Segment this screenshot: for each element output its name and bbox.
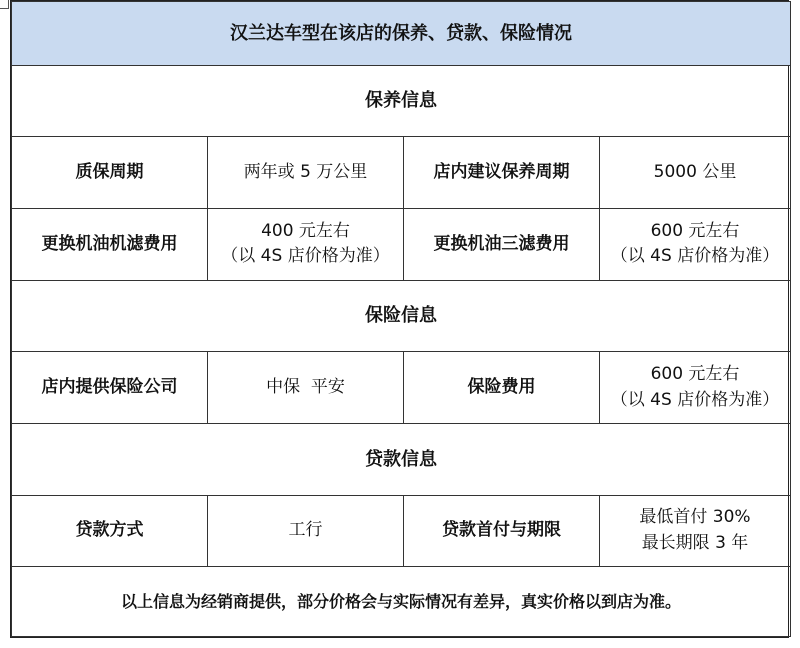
table-row bbox=[12, 208, 791, 280]
dealer-info-table bbox=[11, 1, 791, 637]
section-title-maintenance: 保养信息 bbox=[12, 65, 791, 137]
table-row bbox=[12, 137, 791, 209]
three-filter-value bbox=[600, 208, 791, 280]
section-row-loan bbox=[12, 423, 791, 495]
loan-down-payment: 最低首付 30% bbox=[639, 507, 751, 528]
section-title-loan: 贷款信息 bbox=[12, 423, 791, 495]
loan-max-term: 最长期限 3 年 bbox=[641, 532, 749, 553]
insurance-fee-label: 保险费用 bbox=[404, 352, 600, 424]
insurance-fee-note: （以 4S 店价格为准） bbox=[610, 389, 780, 410]
table-row bbox=[12, 352, 791, 424]
corner-marker bbox=[0, 0, 9, 9]
loan-terms-label: 贷款首付与期限 bbox=[404, 495, 600, 567]
section-title-insurance: 保险信息 bbox=[12, 280, 791, 352]
table-row bbox=[12, 495, 791, 567]
interval-label: 店内建议保养周期 bbox=[404, 137, 600, 209]
loan-method-label: 贷款方式 bbox=[12, 495, 208, 567]
insurance-fee-price: 600 元左右 bbox=[650, 364, 740, 385]
three-filter-note: （以 4S 店价格为准） bbox=[610, 246, 780, 267]
interval-value: 5000 公里 bbox=[600, 137, 791, 209]
loan-method-value: 工行 bbox=[208, 495, 404, 567]
table-title: 汉兰达车型在该店的保养、贷款、保险情况 bbox=[12, 2, 791, 66]
oil-filter-value bbox=[208, 208, 404, 280]
insurance-company-value: 中保 平安 bbox=[208, 352, 404, 424]
three-filter-price: 600 元左右 bbox=[650, 220, 740, 241]
footer-disclaimer: 以上信息为经销商提供，部分价格会与实际情况有差异，真实价格以到店为准。 bbox=[12, 567, 791, 637]
insurance-fee-value bbox=[600, 352, 791, 424]
info-table-frame bbox=[10, 0, 789, 638]
section-row-insurance bbox=[12, 280, 791, 352]
table-title-row bbox=[12, 2, 791, 66]
oil-filter-label: 更换机油机滤费用 bbox=[12, 208, 208, 280]
footer-row bbox=[12, 567, 791, 637]
section-row-maintenance bbox=[12, 65, 791, 137]
three-filter-label: 更换机油三滤费用 bbox=[404, 208, 600, 280]
insurance-company-label: 店内提供保险公司 bbox=[12, 352, 208, 424]
warranty-value: 两年或 5 万公里 bbox=[208, 137, 404, 209]
oil-filter-note: （以 4S 店价格为准） bbox=[221, 246, 390, 267]
loan-terms-value bbox=[600, 495, 791, 567]
oil-filter-price: 400 元左右 bbox=[261, 220, 350, 241]
warranty-label: 质保周期 bbox=[12, 137, 208, 209]
